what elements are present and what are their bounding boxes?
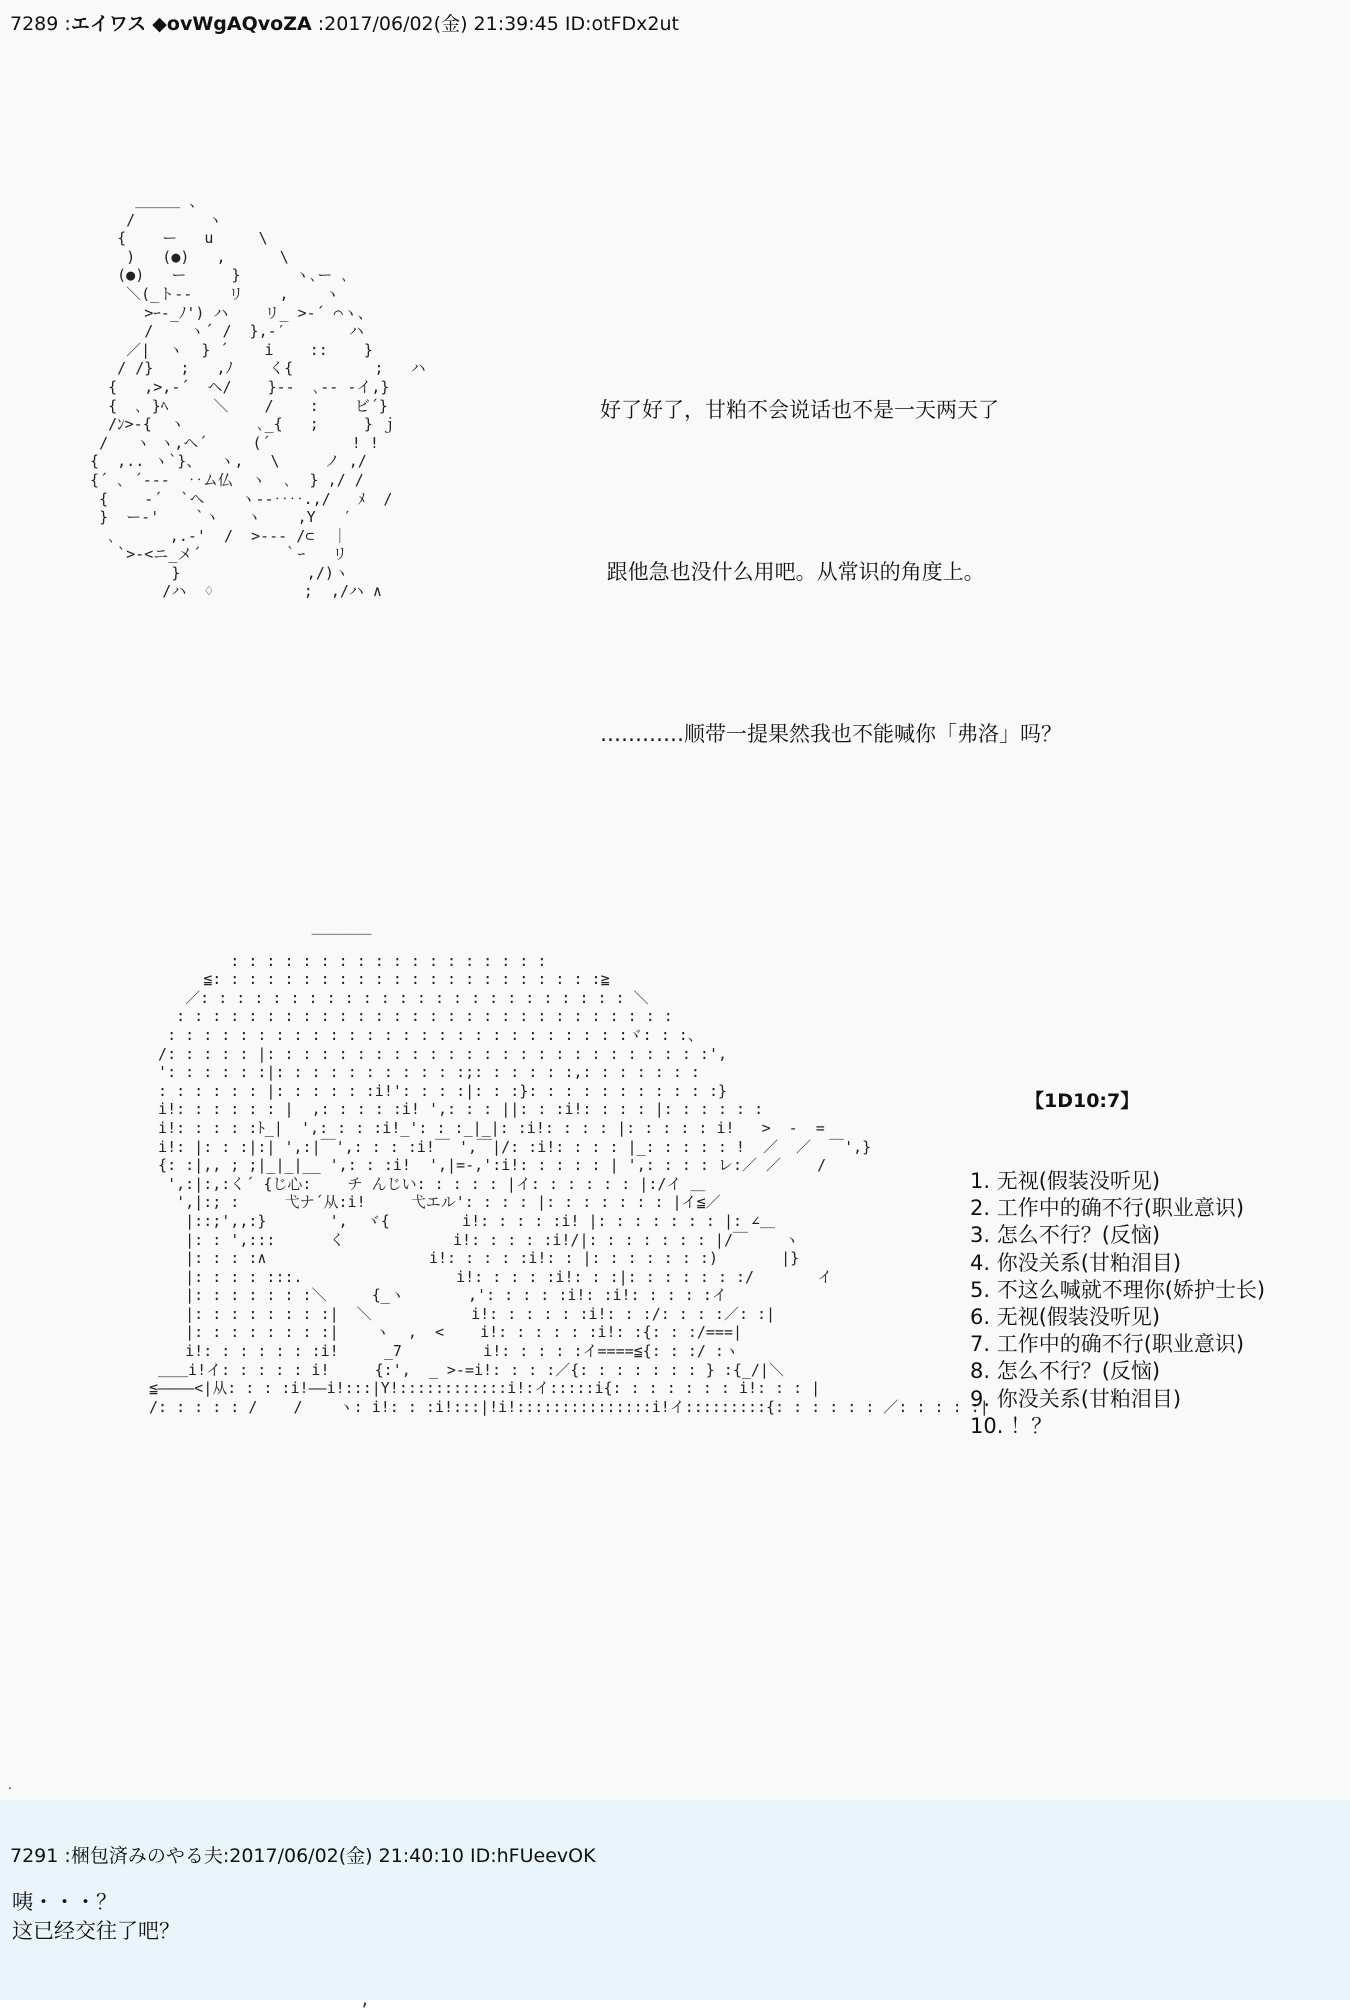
post-header: 7291 :梱包済みのやる夫:2017/06/02(金) 21:40:10 ID:hFUeevOK [10,1845,596,1867]
choice-list [970,1168,1265,1440]
dialogue-line: 跟他急也没什么用吧。从常识的角度上。 [600,560,985,584]
separator-dot: . [8,1778,12,1792]
dialogue-line: 好了好了，甘粕不会说话也不是一天两天了 [600,398,999,422]
partial-ascii-line: , [12,1986,369,2010]
choice-item: 3. 怎么不行？(反恼) [970,1223,1161,1248]
choice-item: 6. 无视(假装没听见) [970,1305,1161,1330]
choice-item: 2. 工作中的确不行(职业意识) [970,1196,1245,1221]
post-body: 咦・・・？ 这已经交往了吧？ [12,1890,180,1943]
dialogue-line: …………顺带一提果然我也不能喊你「弗洛」吗？ [600,722,1062,746]
choice-item: 7. 工作中的确不行(职业意识) [970,1332,1245,1357]
dialogue-text [600,275,1062,869]
choice-item: 9. 你没关系(甘粕泪目) [970,1386,1182,1411]
ascii-art-round-character: ￣￣￣￣ : : : : : : : : : : : : : : : : : : ≦: : : : : : : : : : : : : : : : : : : : : :≧ ／: : : : : : : : : : : : : : : : : : : : : : : : ＼ : : : : : : : : : : : : : : : : : : : : : : : : : : : : : : : : : : : : : : : : : : : : : : : : : : : : : :ヾ: : :、 /: : : : : |: : : : : : : : : : : : : : : : : : : : : : : : :', ': : : : : :|: : : : : : : : : : :;: : : : : :,: : : : : : : : : : : : : |: : : : : :i!': : : :|: : :}: : : : : : : : : : :} i!: : : : : : | ,: : : : :i! ',: : : ||: : :i!: : : : |: : : : : : i!: : : : :ﾄ_| ',: : : :i!_': : :_|_|: :i!: : : : |: : : : : i! > - = i!: |: : :|:| ',:|￣',: : : :i!￣ ',￣|/: :i!: : : : |_: : : : : ! ／ ／ ￣',} {: :|,, ; ;|_|_|__ ',: : :i! ',|=-,':i!: : : : : | ',: : : : レ:／ ／ / ',:|:,:く´ {じ心: チ んじい: : : : : |イ: : : : : : |:/イ ＿ ',|:; : 弋ナ´从:i! 弋エル': : : : |: : : : : : : |イ≦／ |::;',,:} ', ヾ{ i!: : : : :i! |: : : : : : : |: ∠＿ |: : ',::: く i!: : : : :i!/|: : : : : : : |/￣ ヽ |: : : :∧ i!: : : : :i!: : |: : : : : : :) |} |: : : : :::. i!: : : : :i!: : :|: : : : : : :/ イ |: : : : : : :＼ {_ヽ ,': : : : :i!: :i!: : : : :イ |: : : : : : : :| ＼ i!: : : : : :i!: : :/: : : :／: :| |: : : : : : : :| ヽ , < i!: : : : : :i!: :{: : :/===| i!: : : : : : :i! _7 i!: : : : :イ====≦{: : :/ :ヽ ＿＿i!イ: : : : : i! {:', _ >-=i!: : : :／{: : : : : : : } :{_/|＼ ≦――――<|从: : : :i!――i!:::|Y!::::::::::::i!:イ:::::i{: : : : : : : i!: : : | /: : : : : / / ヽ: i!: : :i!:::|!i!:::::::::::::::i!イ:::::::::{: : : : : : ／: : : : :| [149,933,989,1416]
poster-trip: ◆ovWgAQvoZA [152,13,312,35]
poster-id[interactable]: ID:hFUeevOK [470,1845,596,1867]
dice-result: 【1D10:7】 [1025,1090,1140,1112]
choice-item: 1. 无视(假装没听见) [970,1169,1161,1193]
poster-name: エイワス [70,13,147,35]
ascii-art-muscleman: ＿＿＿ 、 / ヽ { ー u \ ) (●) , \ (●) ー } ヽ､ー ､ ＼(_ト-‐ リ , ヽ >ｰ-_ﾉ') ハ リ_ >-´ ⌒ヽ、 / ヽ´ / },-′ ハ ／| ヽ } ´ i :: } / /} ; ,ﾉ く{ ; ハ { ,>,-´ ヘ/ }‐- ､-- ‐イ,} { ､ }ﾍ ＼ / : ビ´} /ﾝ>‐{ ヽ ､_{ ; } ｊ / ヽ ヽ,ヘ´ (´ ! ! { ,.. ヽ`}、 ヽ, \ ノ ,/ {´ ､ ´--- ‥ム仏 ヽ ､ } ,/ / { ‐´ `ヘ ヽ--‥‥.,/ ﾒ / } ー-' `ヽ ヽ ,Y ′ ､ ,.-' / >--- /⊂ ｜ `>-<ニ_メ´ ｀ｰ リ } ,/)ヽ /ハ ♢ ; ,/ハ ∧ [90,192,426,601]
poster-id[interactable]: ID:otFDx2ut [564,13,679,35]
post-header: 7289 :エイワス ◆ovWgAQvoZA :2017/06/02(金) 21:39:45 ID:otFDx2ut [10,13,679,35]
choice-item: 4. 你没关系(甘粕泪目) [970,1250,1182,1275]
post-7291 [0,1800,1350,2000]
post-number[interactable]: 7289 [10,13,59,35]
poster-name: 梱包済みのやる夫 [70,1845,223,1867]
choice-item: 10. ！？ [970,1413,1053,1438]
post-datetime: 2017/06/02(金) 21:39:45 [324,13,559,35]
choice-item: 8. 怎么不行？(反恼) [970,1359,1161,1384]
choice-item: 5. 不这么喊就不理你(娇护士长) [970,1277,1266,1302]
post-datetime: 2017/06/02(金) 21:40:10 [229,1845,464,1867]
post-number[interactable]: 7291 [10,1845,59,1867]
